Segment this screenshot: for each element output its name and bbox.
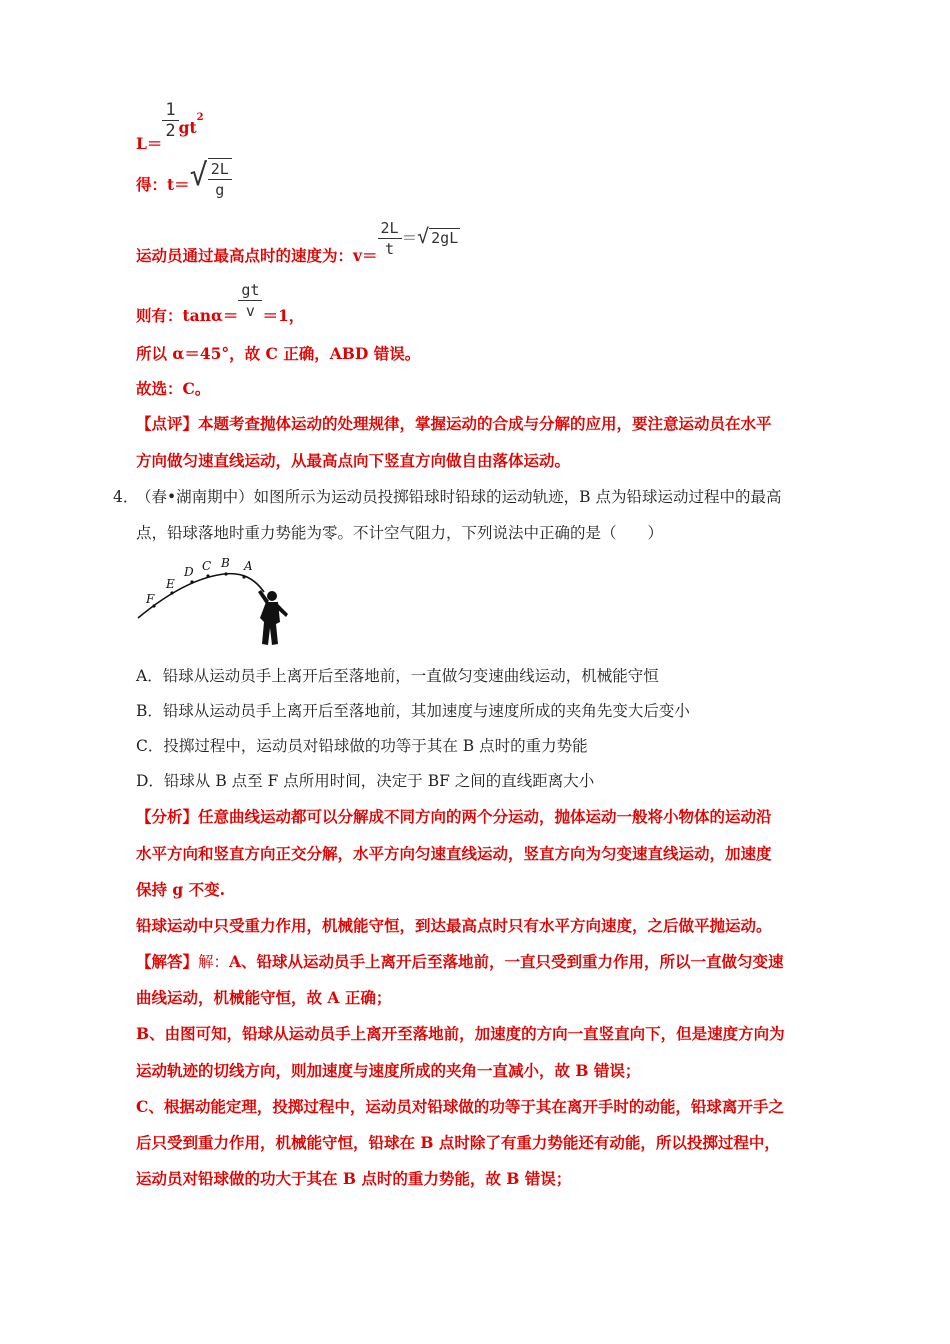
label-d: D xyxy=(184,565,194,579)
comment-line-1: 【点评】本题考查抛体运动的处理规律，掌握运动的合成与分解的应用，要注意运动员在水平 xyxy=(136,414,772,433)
trajectory-point-d xyxy=(190,580,193,583)
label-b: B xyxy=(221,556,230,570)
fraction-numerator: 1 xyxy=(162,100,178,121)
conclusion-line: 所以 α＝45°，故 C 正确，ABD 错误。 xyxy=(136,344,421,363)
option-c[interactable]: C．投掷过程中，运动员对铅球做的功等于其在 B 点时的重力势能 xyxy=(136,737,588,755)
trajectory-point-a xyxy=(242,575,245,578)
fraction-numerator: 2L xyxy=(208,159,232,180)
trajectory-figure xyxy=(132,552,302,652)
label-e: E xyxy=(166,577,175,591)
answer-tag: 【解答】 xyxy=(136,952,199,971)
trajectory-point-e xyxy=(170,591,173,594)
trajectory-curve xyxy=(138,574,264,618)
formula-t xyxy=(136,158,232,200)
fraction-denominator: g xyxy=(215,181,225,199)
answer-line-1-rest: A、铅球从运动员手上离开后至落地前，一直只受到重力作用，所以一直做匀变速 xyxy=(229,952,784,971)
sqrt-sign-icon: √ xyxy=(189,158,208,193)
fraction-2l-g xyxy=(208,158,232,200)
option-a[interactable]: A．铅球从运动员手上离开后至落地前，一直做匀变速曲线运动，机械能守恒 xyxy=(136,667,659,685)
analysis-line-1: 【分析】任意曲线运动都可以分解成不同方向的两个分运动，抛体运动一般将小物体的运动沿 xyxy=(136,807,772,826)
analysis-line-2: 水平方向和竖直方向正交分解，水平方向匀速直线运动，竖直方向为匀变速直线运动，加速度 xyxy=(136,844,772,863)
sqrt-2gl xyxy=(417,224,460,248)
answer-line-3: B、由图可知，铅球从运动员手上离开至落地前，加速度的方向一直竖直向下，但是速度方向为 xyxy=(136,1024,785,1043)
answer-line-6: 后只受到重力作用，机械能守恒，铅球在 B 点时除了有重力势能还有动能，所以投掷过程中， xyxy=(136,1133,780,1152)
fraction-denominator: t xyxy=(385,240,395,258)
answer-line-7: 运动员对铅球做的功大于其在 B 点时的重力势能，故 B 错误； xyxy=(136,1169,572,1188)
formula-l xyxy=(136,100,204,153)
comment-line-2: 方向做匀速直线运动，从最高点向下竖直方向做自由落体运动。 xyxy=(136,451,571,470)
option-d[interactable]: D．铅球从 B 点至 F 点所用时间，决定于 BF 之间的直线距离大小 xyxy=(136,772,595,790)
answer-jie: 解： xyxy=(198,953,230,971)
fraction-numerator: gt xyxy=(238,280,262,301)
formula-tan-result: ＝1， xyxy=(262,305,305,325)
label-c: C xyxy=(202,559,212,573)
sqrt-2l-over-g xyxy=(190,158,232,200)
trajectory-point-c xyxy=(206,574,209,577)
fraction-numerator: 2L xyxy=(378,218,402,239)
sqrt-sign-icon: √ xyxy=(417,223,430,248)
question-stem-1: （春•湖南期中）如图所示为运动员投掷铅球时铅球的运动轨迹，B 点为铅球运动过程中的最高 xyxy=(136,488,782,506)
fraction-half xyxy=(162,100,178,141)
answer-line-1 xyxy=(136,950,784,972)
formula-tan xyxy=(136,280,305,325)
formula-l-lhs: L＝ xyxy=(136,133,163,153)
question-number: 4． xyxy=(113,488,139,506)
formula-v-label: 运动员通过最高点时的速度为：v＝ xyxy=(136,245,378,265)
fraction-denominator: v xyxy=(245,302,255,320)
sqrt-2gl-body: 2gL xyxy=(431,228,459,247)
option-b[interactable]: B．铅球从运动员手上离开后至落地前，其加速度与速度所成的夹角先变大后变小 xyxy=(136,702,690,720)
formula-t-label: 得：t＝ xyxy=(136,174,190,194)
trajectory-point-b xyxy=(224,572,227,575)
athlete-silhouette xyxy=(258,590,288,645)
answer-line-4: 运动轨迹的切线方向，则加速度与速度所成的夹角一直减小，故 B 错误； xyxy=(136,1061,641,1080)
fraction-gt-v xyxy=(238,280,262,321)
answer-line-2: 曲线运动，机械能守恒，故 A 正确； xyxy=(136,988,392,1007)
formula-v-eq: ＝ xyxy=(401,228,418,247)
fraction-2l-t xyxy=(378,218,402,259)
formula-gt: gt xyxy=(178,117,197,137)
formula-tan-label: 则有：tanα＝ xyxy=(136,305,239,325)
choice-line: 故选：C。 xyxy=(136,379,211,398)
answer-line-5: C、根据动能定理，投掷过程中，运动员对铅球做的功等于其在离开手时的动能，铅球离开手之 xyxy=(136,1097,784,1116)
formula-exponent: 2 xyxy=(196,112,204,124)
formula-v xyxy=(136,218,460,265)
fraction-denominator: 2 xyxy=(165,121,176,141)
question-stem-2: 点，铅球落地时重力势能为零。不计空气阻力，下列说法中正确的是（ ） xyxy=(136,524,664,542)
analysis-line-3: 保持 g 不变. xyxy=(136,880,226,899)
label-a: A xyxy=(244,559,253,573)
analysis-line-4: 铅球运动中只受重力作用，机械能守恒，到达最高点时只有水平方向速度，之后做平抛运动。 xyxy=(136,916,772,935)
label-f: F xyxy=(146,592,155,606)
